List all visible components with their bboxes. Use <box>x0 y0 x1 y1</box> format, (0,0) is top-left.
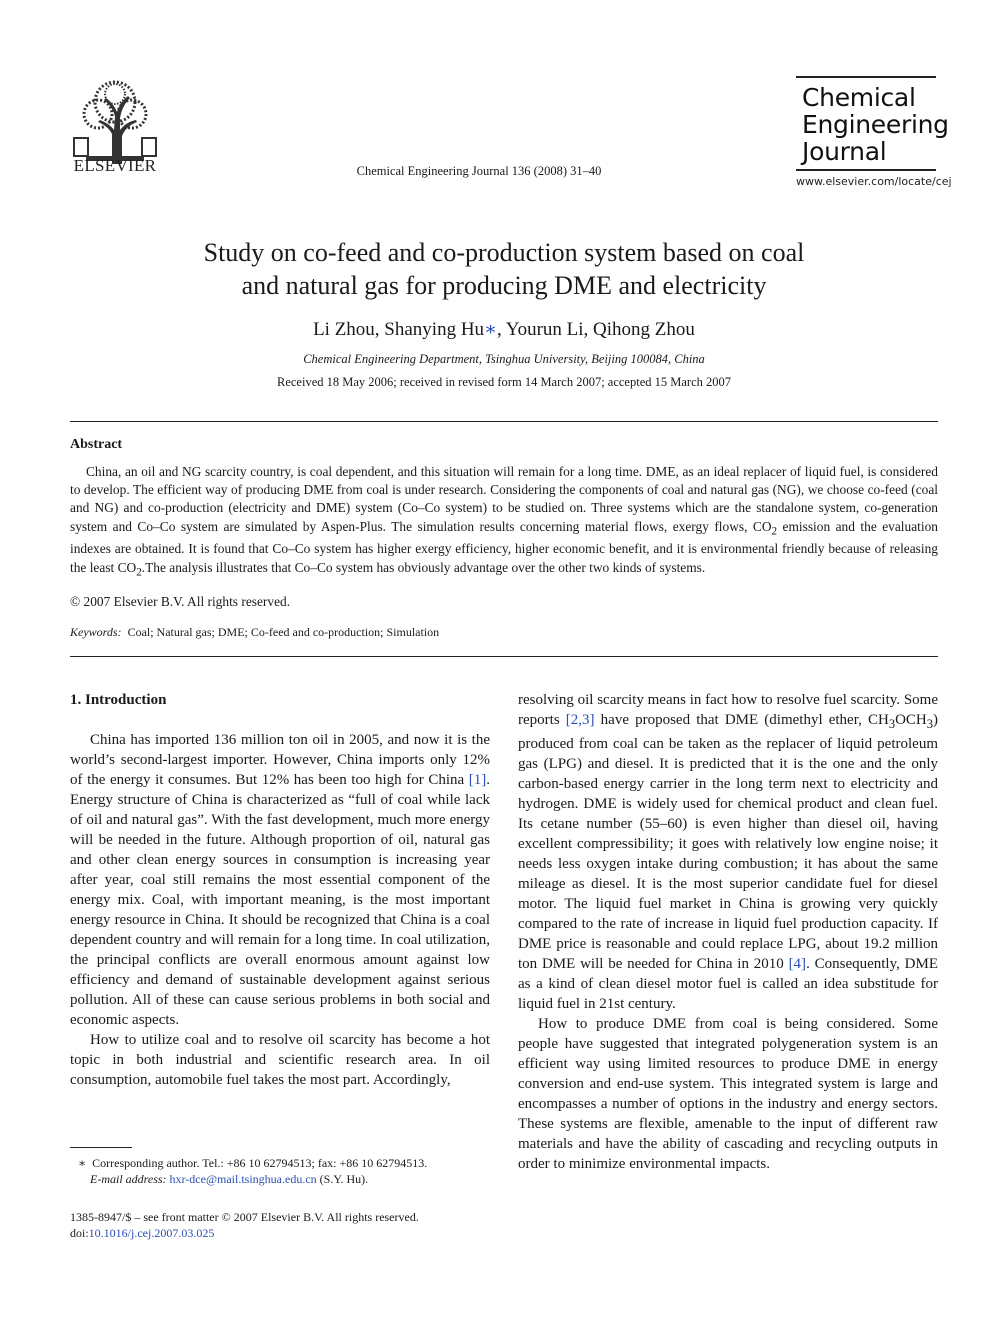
paragraph: How to utilize coal and to resolve oil scarcity has become a hot topic in both industrial and scientific research area. In oil consumption, automobile fuel takes the most part. Accordingly, <box>70 1032 490 1088</box>
elsevier-logo <box>68 76 162 178</box>
authors-text: Li Zhou, Shanying Hu <box>313 319 485 340</box>
author-list <box>70 318 938 341</box>
corresponding-author-text: Corresponding author. Tel.: +86 10 62794513; fax: +86 10 62794513. <box>92 1156 428 1170</box>
title-line: and natural gas for producing DME and electricity <box>241 271 767 300</box>
publisher-name: ELSEVIER <box>73 156 157 175</box>
divider <box>70 421 938 422</box>
footnote <box>70 1155 490 1187</box>
article-title <box>70 236 938 302</box>
paragraph-text: . Consequently, DME as a kind of clean diesel motor fuel is called an idea substitude for liquid fuel in 21st century. <box>518 956 938 1012</box>
doi-link[interactable]: 10.1016/j.cej.2007.03.025 <box>88 1226 215 1240</box>
authors-text: , Yourun Li, Qihong Zhou <box>496 319 695 340</box>
issn-line: 1385-8947/$ – see front matter © 2007 Elsevier B.V. All rights reserved. <box>70 1210 419 1224</box>
left-column <box>70 690 490 1090</box>
abstract-text: emission and the evaluation indexes are obtained. It is found that Co–Co system has higher exergy efficiency, higher economic benefit, and it is environmental friendly because of releasing the least CO <box>70 518 938 575</box>
journal-logo-line: Engineering <box>802 110 949 139</box>
abstract-body <box>70 463 938 582</box>
abstract-text: China, an oil and NG scarcity country, is coal dependent, and this situation will remain for a long time. DME, as an ideal replacer of liquid fuel, is considered to develop. The efficient way of producing DME from coal is under research. Considering the components of coal and natural gas (NG), we choose co-feed (coal and NG) and co-production (electricity and DME) system (Co–Co system) to be studied on. Three systems which are the standalone system, co-generation system and Co–Co system are simulated by Aspen-Plus. The simulation results concerning material flows, exergy flows, CO <box>70 464 938 534</box>
paragraph-text: have proposed that DME (dimethyl ether, CH <box>594 712 889 728</box>
divider <box>70 656 938 657</box>
subscript: 2 <box>136 566 142 579</box>
abstract-heading: Abstract <box>70 437 123 452</box>
subscript: 2 <box>771 525 778 538</box>
journal-logo-line: Journal <box>802 137 887 166</box>
paragraph-text: ) produced from coal can be taken as the replacer of liquid petroleum gas (LPG) and diesel. It is predicted that it is the one and the only carbon-based energy carrier in the long term next to electricity and hydrogen. DME is widely used for chemical product and clean fuel. Its cetane number (55–60) is even higher than diesel oil, having excellent compressibility; it goes with relatively low engine noise; it needs less oxygen intake during combustion; it has about the same mileage as diesel. It is the most superior candidate fuel for diesel motor. The liquid fuel market in China is growing very quickly compared to the rate of increase in liquid fuel production capacity. If DME price is reasonable and could replace LPG, about 19.2 million ton DME will be needed for China in 2010 <box>518 712 938 972</box>
affiliation: Chemical Engineering Department, Tsinghua University, Beijing 100084, China <box>303 352 705 366</box>
paragraph-text: China has imported 136 million ton oil in 2005, and now it is the world’s second-largest importer. However, China imports only 12% of the energy it consumes. But 12% has been too high for China <box>70 732 490 788</box>
citation-link[interactable]: [2,3] <box>565 712 595 728</box>
journal-logo-name <box>796 78 949 169</box>
citation-link[interactable]: [4] <box>788 956 807 972</box>
paragraph <box>70 730 490 1030</box>
front-matter <box>70 1209 419 1241</box>
keywords <box>70 625 439 640</box>
footnote-mark: ∗ <box>78 1156 87 1170</box>
section-heading: 1. Introduction <box>70 692 167 708</box>
right-column <box>518 690 938 1174</box>
journal-citation: Chemical Engineering Journal 136 (2008) 31–40 <box>356 164 602 178</box>
email-link[interactable]: hxr-dce@mail.tsinghua.edu.cn <box>169 1172 317 1186</box>
keywords-label: Keywords: <box>70 625 122 639</box>
paragraph-text: OCH <box>895 712 927 728</box>
paragraph: How to produce DME from coal is being considered. Some people have suggested that integrated polygeneration system is an efficient way using limited resources to produce DME in energy conversion and end-use system. This integrated system is large and encompasses a number of options in the industry and energy sectors. These systems are flexible, amenable to the input of different raw materials and have the ability of cascading and recycling outputs in order to minimize environmental impacts. <box>518 1016 938 1172</box>
copyright-line: © 2007 Elsevier B.V. All rights reserved. <box>70 594 291 609</box>
journal-url[interactable]: www.elsevier.com/locate/cej <box>796 175 952 188</box>
title-line: Study on co-feed and co-production system based on coal <box>203 238 805 267</box>
doi-label: doi: <box>70 1226 89 1240</box>
subscript: 3 <box>926 717 933 731</box>
journal-logo <box>796 76 952 188</box>
journal-logo-bottom-rule <box>796 169 936 171</box>
citation-link[interactable]: [1] <box>468 772 487 788</box>
email-label: E-mail address: <box>90 1172 167 1186</box>
keywords-list: Coal; Natural gas; DME; Co-feed and co-production; Simulation <box>127 625 440 639</box>
corresponding-author-mark[interactable]: ∗ <box>484 319 497 340</box>
email-suffix: (S.Y. Hu). <box>316 1172 369 1186</box>
journal-logo-line: Chemical <box>802 83 916 112</box>
footnote-rule <box>70 1147 132 1148</box>
paragraph-text: resolving oil scarcity means in fact how to resolve fuel scarcity. Some reports <box>518 692 938 728</box>
paragraph-text: . Energy structure of China is characterized as “full of coal while lack of oil and natural gas”. With the fast development, much more energy will be needed in the future. Although proportion of oil, natural gas and other clean energy sources in consumption is increasing year after year, coal still remains the most essential component of the energy mix. Coal, with important meaning, is the most important energy resource in China. It should be recognized that China is a coal dependent country and will remain for a long time. In coal utilization, the principal conflicts are overall enormous amount against low efficiency and demand of sustainable development against serious pollution. All of these can cause serious problems in both social and economic aspects. <box>70 772 490 1028</box>
paragraph <box>518 690 938 1014</box>
abstract-text: .The analysis illustrates that Co–Co system has obviously advantage over the other two kinds of systems. <box>141 559 706 575</box>
received-dates: Received 18 May 2006; received in revised form 14 March 2007; accepted 15 March 2007 <box>276 375 732 389</box>
subscript: 3 <box>888 717 896 731</box>
